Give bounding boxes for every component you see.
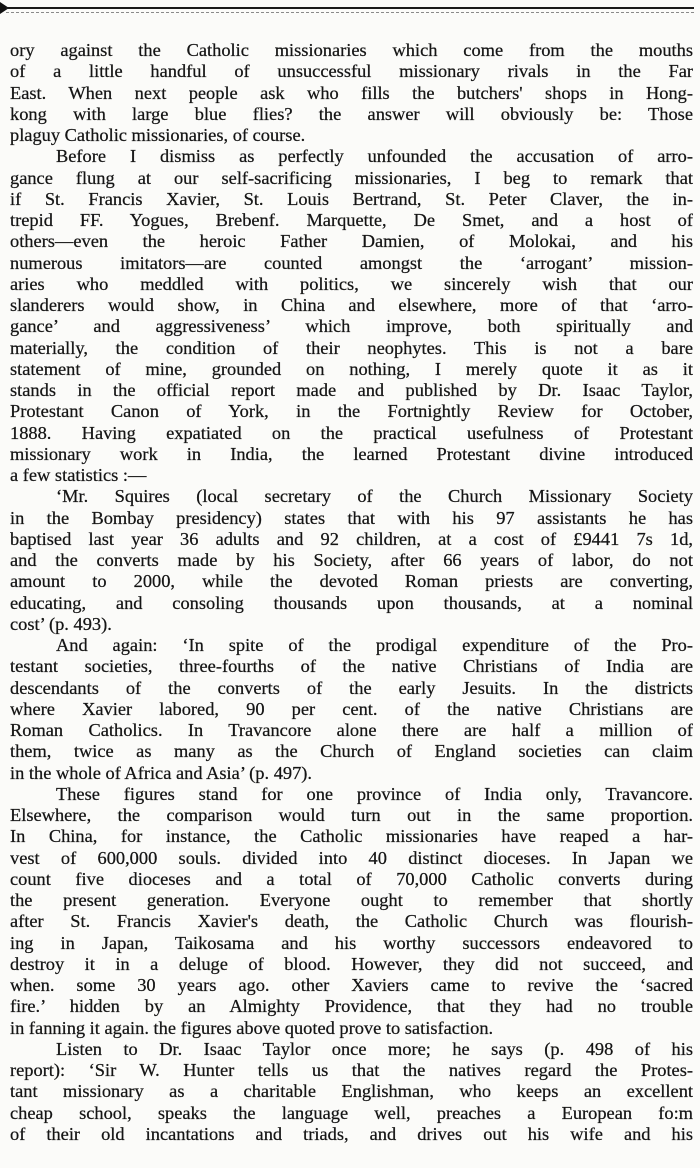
text-line: Elsewhere, the comparison would turn out in the same proportion.: [10, 805, 693, 825]
text-line: testant societies, three-fourths of the native Christians of India are: [10, 656, 693, 677]
text-line: in the whole of Africa and Asia’ (p. 497).: [10, 762, 312, 783]
text-line: and the converts made by his Society, after 66 years of labor, do not: [10, 550, 693, 570]
text-line: ing in Japan, Taikosama and his worthy successors endeavored to: [10, 932, 693, 953]
text-line: cost’ (p. 493).: [10, 613, 112, 634]
text-line: a few statistics :—: [10, 465, 147, 485]
top-rule: [6, 7, 694, 9]
text-line: missionary work in India, the learned Protestant divine introduced: [10, 443, 693, 464]
text-line: report): ‘Sir W. Hunter tells us that the natives regard the Protes-: [10, 1060, 693, 1080]
top-rule-dashed: [6, 12, 694, 13]
text-line: kong with large blue flies? the answer will obviously be: Those: [10, 103, 693, 124]
text-line: count five dioceses and a total of 70,000 Catholic converts during: [10, 868, 693, 889]
text-line: East. When next people ask who fills the butchers' shops in Hong-: [10, 82, 693, 103]
text-line: educating, and consoling thousands upon thousands, at a nominal: [10, 592, 693, 613]
text-line: them, twice as many as the Church of England societies can claim: [10, 741, 693, 762]
text-line: Protestant Canon of York, in the Fortnightly Review for October,: [10, 401, 693, 422]
text-line: the present generation. Everyone ought to remember that shortly: [10, 890, 693, 910]
text-line: numerous imitators—are counted amongst the ‘arrogant’ mission-: [10, 252, 693, 273]
text-line: vest of 600,000 souls. divided into 40 distinct dioceses. In Japan we: [10, 847, 693, 868]
text-line: plaguy Catholic missionaries, of course.: [10, 125, 306, 145]
text-line: if St. Francis Xavier, St. Louis Bertrand, St. Peter Claver, the in-: [10, 188, 693, 209]
text-line: in the Bombay presidency) states that with his 97 assistants he has: [10, 507, 693, 528]
text-line: destroy it in a deluge of blood. However, they did not succeed, and: [10, 953, 693, 974]
text-line: gance’ and aggressiveness’ which improve, both spiritually and: [10, 316, 693, 337]
text-line: These figures stand for one province of India only, Travancore.: [56, 783, 693, 804]
text-line: stands in the official report made and published by Dr. Isaac Taylor,: [10, 380, 693, 400]
text-line: where Xavier labored, 90 per cent. of the native Christians are: [10, 698, 693, 719]
text-line: aries who meddled with politics, we sincerely wish that our: [10, 273, 693, 294]
text-line: Listen to Dr. Isaac Taylor once more; he says (p. 498 of his: [56, 1038, 693, 1059]
text-line: materially, the condition of their neophytes. This is not a bare: [10, 337, 693, 358]
text-line: gance flung at our self-sacrificing missionaries, I beg to remark that: [10, 167, 693, 188]
text-line: Before I dismiss as perfectly unfounded the accusation of arro-: [56, 146, 693, 167]
text-line: 1888. Having expatiated on the practical usefulness of Protestant: [10, 422, 693, 443]
text-line: slanderers would show, in China and elsewhere, more of that ‘arro-: [10, 295, 693, 315]
text-line: of a little handful of unsuccessful missionary rivals in the Far: [10, 61, 693, 82]
text-line: cheap school, speaks the language well, preaches a European fo:m: [10, 1102, 693, 1123]
text-line: statement of mine, grounded on nothing, I merely quote it as it: [10, 358, 693, 379]
text-line: when. some 30 years ago. other Xaviers came to revive the ‘sacred: [10, 975, 693, 995]
text-line: tant missionary as a charitable Englishman, who keeps an excellent: [10, 1081, 693, 1102]
text-line: In China, for instance, the Catholic missionaries have reaped a har-: [10, 826, 693, 847]
text-line: trepid FF. Yogues, Brebenf. Marquette, De Smet, and a host of: [10, 210, 693, 230]
text-line: fire.’ hidden by an Almighty Providence, that they had no trouble: [10, 996, 693, 1017]
text-line: baptised last year 36 adults and 92 children, at a cost of £9441 7s 1d,: [10, 528, 693, 549]
text-line: others—even the heroic Father Damien, of Molokai, and his: [10, 231, 693, 252]
text-line: after St. Francis Xavier's death, the Catholic Church was flourish-: [10, 911, 693, 932]
text-line: of their old incantations and triads, and drives out his wife and his: [10, 1123, 693, 1144]
text-line: Roman Catholics. In Travancore alone there are half a million of: [10, 720, 693, 740]
text-line: ory against the Catholic missionaries which come from the mouths: [10, 40, 693, 60]
text-line: ‘Mr. Squires (local secretary of the Church Missionary Society: [56, 486, 693, 507]
text-column: [10, 40, 693, 1145]
text-line: descendants of the converts of the early Jesuits. In the districts: [10, 677, 693, 698]
text-line: amount to 2000, while the devoted Roman priests are converting,: [10, 571, 693, 592]
text-line: in fanning it again. the figures above quoted prove to satisfaction.: [10, 1017, 494, 1038]
text-line: And again: ‘In spite of the prodigal expenditure of the Pro-: [56, 635, 693, 655]
